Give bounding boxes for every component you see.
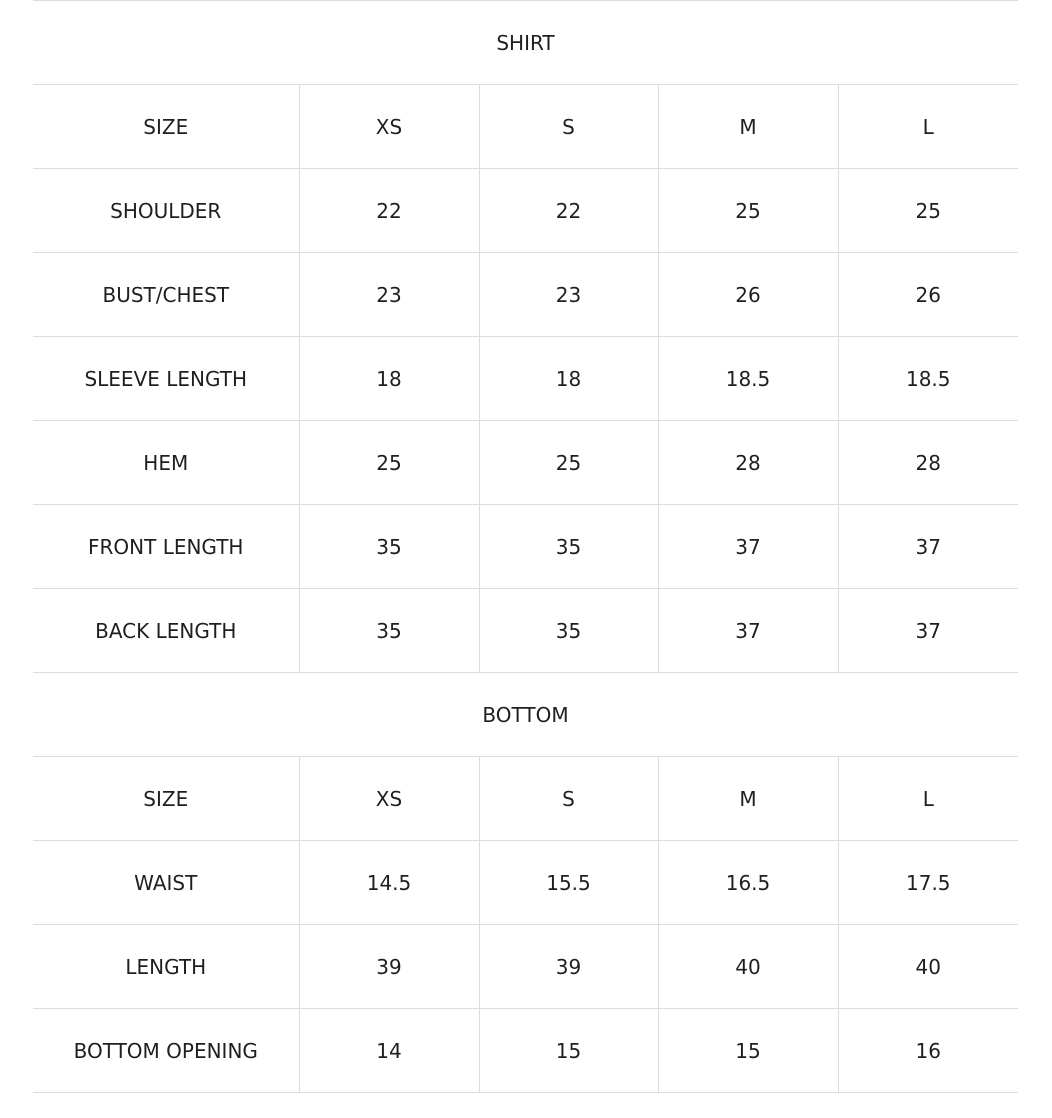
- table-cell: 37: [838, 505, 1018, 589]
- table-cell: 14.5: [299, 841, 479, 925]
- table-cell: 35: [479, 505, 658, 589]
- table-cell: 26: [658, 253, 838, 337]
- table-cell: 37: [658, 505, 838, 589]
- header-cell: L: [838, 757, 1018, 841]
- table-cell: 35: [299, 589, 479, 673]
- header-cell: XS: [299, 85, 479, 169]
- table-cell: 18.5: [838, 337, 1018, 421]
- header-cell: L: [838, 85, 1018, 169]
- header-cell: SIZE: [33, 85, 299, 169]
- row-label: SHOULDER: [33, 169, 299, 253]
- table-row: [33, 925, 1018, 1009]
- table-cell: 22: [479, 169, 658, 253]
- table-cell: 22: [299, 169, 479, 253]
- shirt-header-row: [33, 85, 1018, 169]
- table-cell: 14: [299, 1009, 479, 1093]
- bottom-header-row: [33, 757, 1018, 841]
- header-cell: S: [479, 85, 658, 169]
- table-cell: 18.5: [658, 337, 838, 421]
- row-label: WAIST: [33, 841, 299, 925]
- header-cell: SIZE: [33, 757, 299, 841]
- row-label: BACK LENGTH: [33, 589, 299, 673]
- table-row: [33, 505, 1018, 589]
- header-cell: M: [658, 85, 838, 169]
- table-cell: 18: [479, 337, 658, 421]
- table-cell: 18: [299, 337, 479, 421]
- shirt-size-table: [33, 0, 1018, 673]
- table-cell: 40: [838, 925, 1018, 1009]
- table-cell: 26: [838, 253, 1018, 337]
- table-cell: 28: [838, 421, 1018, 505]
- table-cell: 25: [658, 169, 838, 253]
- table-cell: 40: [658, 925, 838, 1009]
- table-cell: 16: [838, 1009, 1018, 1093]
- row-label: HEM: [33, 421, 299, 505]
- table-row: [33, 421, 1018, 505]
- table-cell: 35: [479, 589, 658, 673]
- row-label: SLEEVE LENGTH: [33, 337, 299, 421]
- bottom-section-title: BOTTOM: [33, 673, 1018, 757]
- row-label: BOTTOM OPENING: [33, 1009, 299, 1093]
- table-cell: 25: [299, 421, 479, 505]
- header-cell: M: [658, 757, 838, 841]
- table-cell: 28: [658, 421, 838, 505]
- table-cell: 15.5: [479, 841, 658, 925]
- table-cell: 15: [479, 1009, 658, 1093]
- table-cell: 39: [299, 925, 479, 1009]
- table-cell: 37: [838, 589, 1018, 673]
- table-cell: 35: [299, 505, 479, 589]
- table-cell: 23: [299, 253, 479, 337]
- row-label: LENGTH: [33, 925, 299, 1009]
- table-cell: 25: [479, 421, 658, 505]
- table-row: [33, 169, 1018, 253]
- size-chart: [33, 0, 1018, 1093]
- shirt-section-title-row: [33, 1, 1018, 85]
- table-cell: 25: [838, 169, 1018, 253]
- header-cell: S: [479, 757, 658, 841]
- bottom-section-title-row: [33, 673, 1018, 757]
- table-cell: 37: [658, 589, 838, 673]
- table-row: [33, 253, 1018, 337]
- table-cell: 39: [479, 925, 658, 1009]
- table-row: [33, 337, 1018, 421]
- shirt-section-title: SHIRT: [33, 1, 1018, 85]
- table-cell: 15: [658, 1009, 838, 1093]
- table-row: [33, 841, 1018, 925]
- row-label: FRONT LENGTH: [33, 505, 299, 589]
- row-label: BUST/CHEST: [33, 253, 299, 337]
- header-cell: XS: [299, 757, 479, 841]
- table-row: [33, 1009, 1018, 1093]
- table-cell: 17.5: [838, 841, 1018, 925]
- bottom-size-table: [33, 673, 1018, 1093]
- table-row: [33, 589, 1018, 673]
- table-cell: 16.5: [658, 841, 838, 925]
- table-cell: 23: [479, 253, 658, 337]
